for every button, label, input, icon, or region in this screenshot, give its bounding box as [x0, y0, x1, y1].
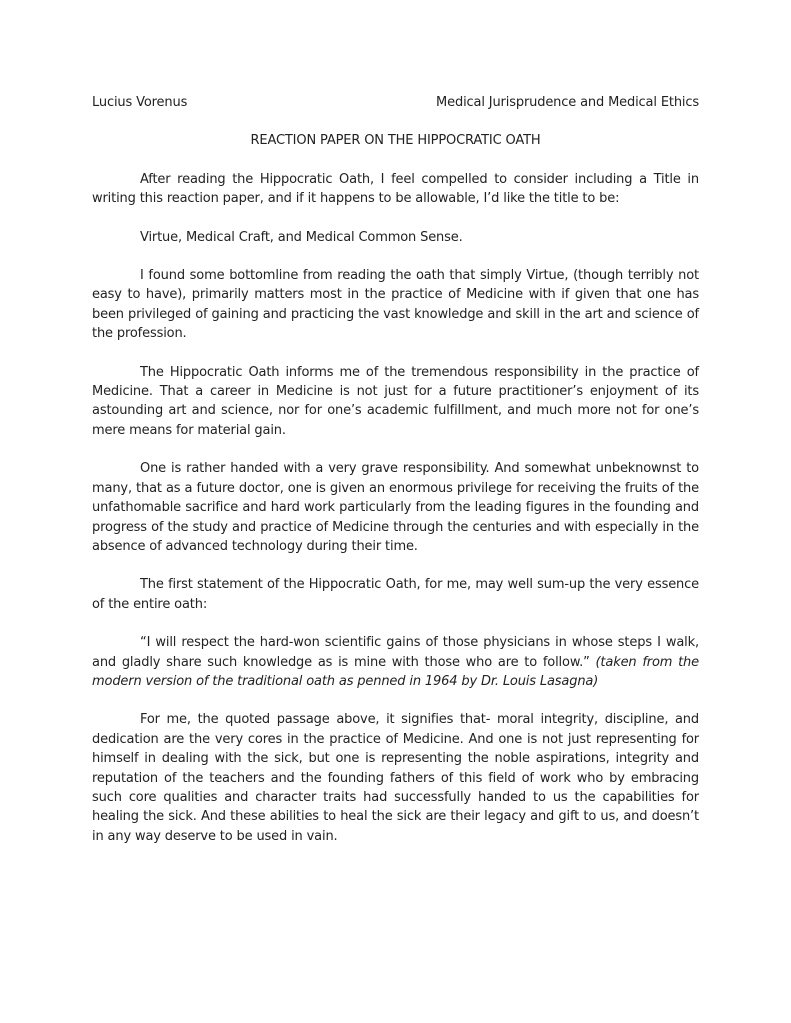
- paragraph-5: One is rather handed with a very grave responsibility. And somewhat unbeknownst to many, that as a future doctor, one is given an enormous privilege for receiving the fruits of the unfathomable sacrifice and hard work particularly from the leading figures in the founding and progress of the study and practice of Medicine through the centuries and with especially in the absence of advanced technology during their time.: [92, 461, 699, 554]
- paragraph-6: The first statement of the Hippocratic Oath, for me, may well sum-up the very essence of the entire oath:: [92, 577, 699, 612]
- course-name: Medical Jurisprudence and Medical Ethics: [436, 95, 699, 110]
- header-row: [92, 93, 699, 112]
- paragraph-3: I found some bottomline from reading the oath that simply Virtue, (though terribly not easy to have), primarily matters most in the practice of Medicine with if given that one has been privileged of gaining and practicing the vast knowledge and skill in the art and science of the profession.: [92, 268, 699, 342]
- oath-quote: “I will respect the hard-won scientific gains of those physicians in whose steps I walk, and gladly share such knowledge as is mine with those who are to follow.”: [92, 635, 699, 670]
- author-name: Lucius Vorenus: [92, 95, 188, 110]
- document-page: [92, 93, 699, 846]
- paragraph-2: Virtue, Medical Craft, and Medical Common Sense.: [140, 229, 463, 245]
- paragraph-1: After reading the Hippocratic Oath, I feel compelled to consider including a Title in writing this reaction paper, and if it happens to be allowable, I’d like the title to be:: [92, 171, 699, 207]
- paragraph-7-quote: [92, 633, 699, 691]
- paper-title: REACTION PAPER ON THE HIPPOCRATIC OATH: [250, 133, 541, 149]
- quote-source-note: (taken from the modern version of the traditional oath as penned in 1964 by Dr. Louis Lasagna): [92, 654, 699, 689]
- paragraph-4: The Hippocratic Oath informs me of the tremendous responsibility in the practice of Medicine. That a career in Medicine is not just for a future practitioner’s enjoyment of its astounding art and science, nor for one’s academic fulfillment, and much more not for one’s mere means for material gain.: [92, 364, 699, 438]
- paragraph-8: For me, the quoted passage above, it signifies that- moral integrity, discipline, and dedication are the very cores in the practice of Medicine. And one is not just representing for himself in dealing with the sick, but one is representing the noble aspirations, integrity and reputation of the teachers and the founding fathers of this field of work who by embracing such core qualities and character traits had successfully handed to us the capabilities for healing the sick. And these abilities to heal the sick are their legacy and gift to us, and doesn’t in any way deserve to be used in vain.: [92, 712, 699, 844]
